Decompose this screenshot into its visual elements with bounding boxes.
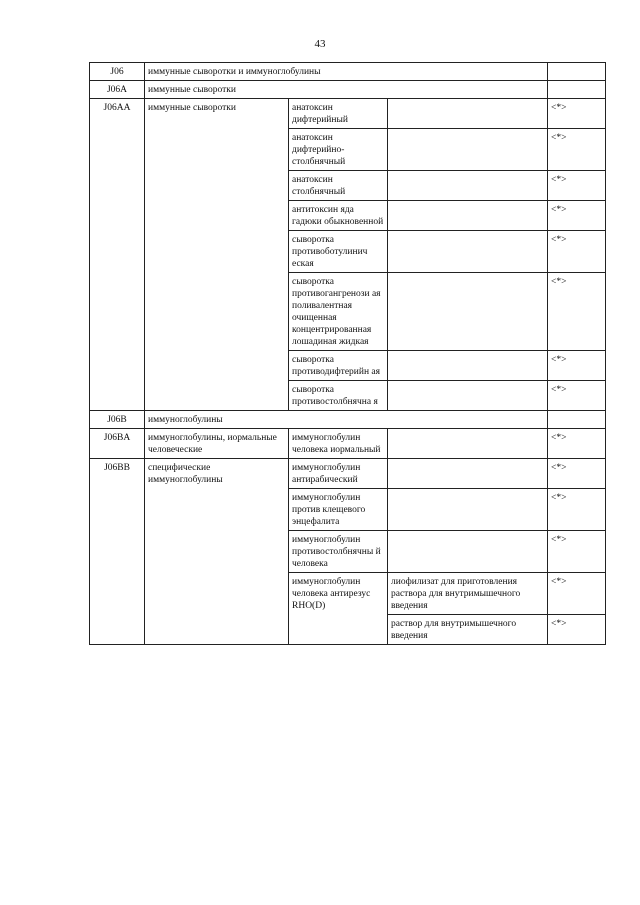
dosage-form <box>388 381 548 411</box>
page-number: 43 <box>314 38 326 50</box>
note-cell: <*> <box>548 201 606 231</box>
dosage-form <box>388 351 548 381</box>
drug-name: антитоксин яда гадюки обыкновенной <box>289 201 388 231</box>
dosage-form <box>388 201 548 231</box>
atc-code: J06AA <box>90 99 145 411</box>
atc-name: иммунные сыворотки <box>145 81 548 99</box>
drug-table <box>89 62 606 645</box>
drug-name: иммуноглобулин человека иормальный <box>289 429 388 459</box>
atc-code: J06A <box>90 81 145 99</box>
note-cell: <*> <box>548 381 606 411</box>
table-row <box>90 459 606 489</box>
note-cell <box>548 63 606 81</box>
atc-name: иммунные сыворотки и иммуноглобулины <box>145 63 548 81</box>
dosage-form <box>388 273 548 351</box>
drug-name: иммуноглобулин против клещевого энцефалита <box>289 489 388 531</box>
dosage-form <box>388 99 548 129</box>
drug-name: анатоксин столбнячный <box>289 171 388 201</box>
note-cell <box>548 411 606 429</box>
drug-name: иммуноглобулин антирабический <box>289 459 388 489</box>
drug-name: анатоксин дифтерийно-столбнячный <box>289 129 388 171</box>
drug-name: сыворотка противодифтерийн ая <box>289 351 388 381</box>
note-cell: <*> <box>548 273 606 351</box>
dosage-form <box>388 129 548 171</box>
table-row <box>90 81 606 99</box>
dosage-form: раствор для внутримышечного введения <box>388 615 548 645</box>
note-cell: <*> <box>548 129 606 171</box>
atc-code: J06 <box>90 63 145 81</box>
note-cell: <*> <box>548 231 606 273</box>
drug-name: иммуноглобулин противостолбнячны й человека <box>289 531 388 573</box>
drug-name: анатоксин дифтерийный <box>289 99 388 129</box>
dosage-form <box>388 171 548 201</box>
dosage-form: лиофилизат для приготовления раствора для внутримышечного введения <box>388 573 548 615</box>
table-row <box>90 63 606 81</box>
note-cell: <*> <box>548 531 606 573</box>
drug-name: сыворотка противостолбнячна я <box>289 381 388 411</box>
dosage-form <box>388 489 548 531</box>
note-cell: <*> <box>548 573 606 615</box>
drug-name: сыворотка противоботулинич еская <box>289 231 388 273</box>
dosage-form <box>388 231 548 273</box>
atc-name: иммуноглобулины, иормальные человеческие <box>145 429 289 459</box>
note-cell: <*> <box>548 459 606 489</box>
note-cell: <*> <box>548 99 606 129</box>
dosage-form <box>388 429 548 459</box>
note-cell: <*> <box>548 429 606 459</box>
drug-name: иммуноглобулин человека антирезус RHO(D) <box>289 573 388 645</box>
note-cell <box>548 81 606 99</box>
atc-code: J06B <box>90 411 145 429</box>
table-row <box>90 429 606 459</box>
dosage-form <box>388 459 548 489</box>
atc-code: J06BA <box>90 429 145 459</box>
atc-name: специфические иммуноглобулины <box>145 459 289 645</box>
atc-name: иммунные сыворотки <box>145 99 289 411</box>
table-row <box>90 411 606 429</box>
drug-name: сыворотка противогангренози ая поливалентная очищенная концентрированная лошадиная жидкая <box>289 273 388 351</box>
dosage-form <box>388 531 548 573</box>
note-cell: <*> <box>548 489 606 531</box>
table-row <box>90 99 606 129</box>
atc-name: иммуноглобулины <box>145 411 548 429</box>
note-cell: <*> <box>548 171 606 201</box>
atc-code: J06BB <box>90 459 145 645</box>
note-cell: <*> <box>548 351 606 381</box>
note-cell: <*> <box>548 615 606 645</box>
